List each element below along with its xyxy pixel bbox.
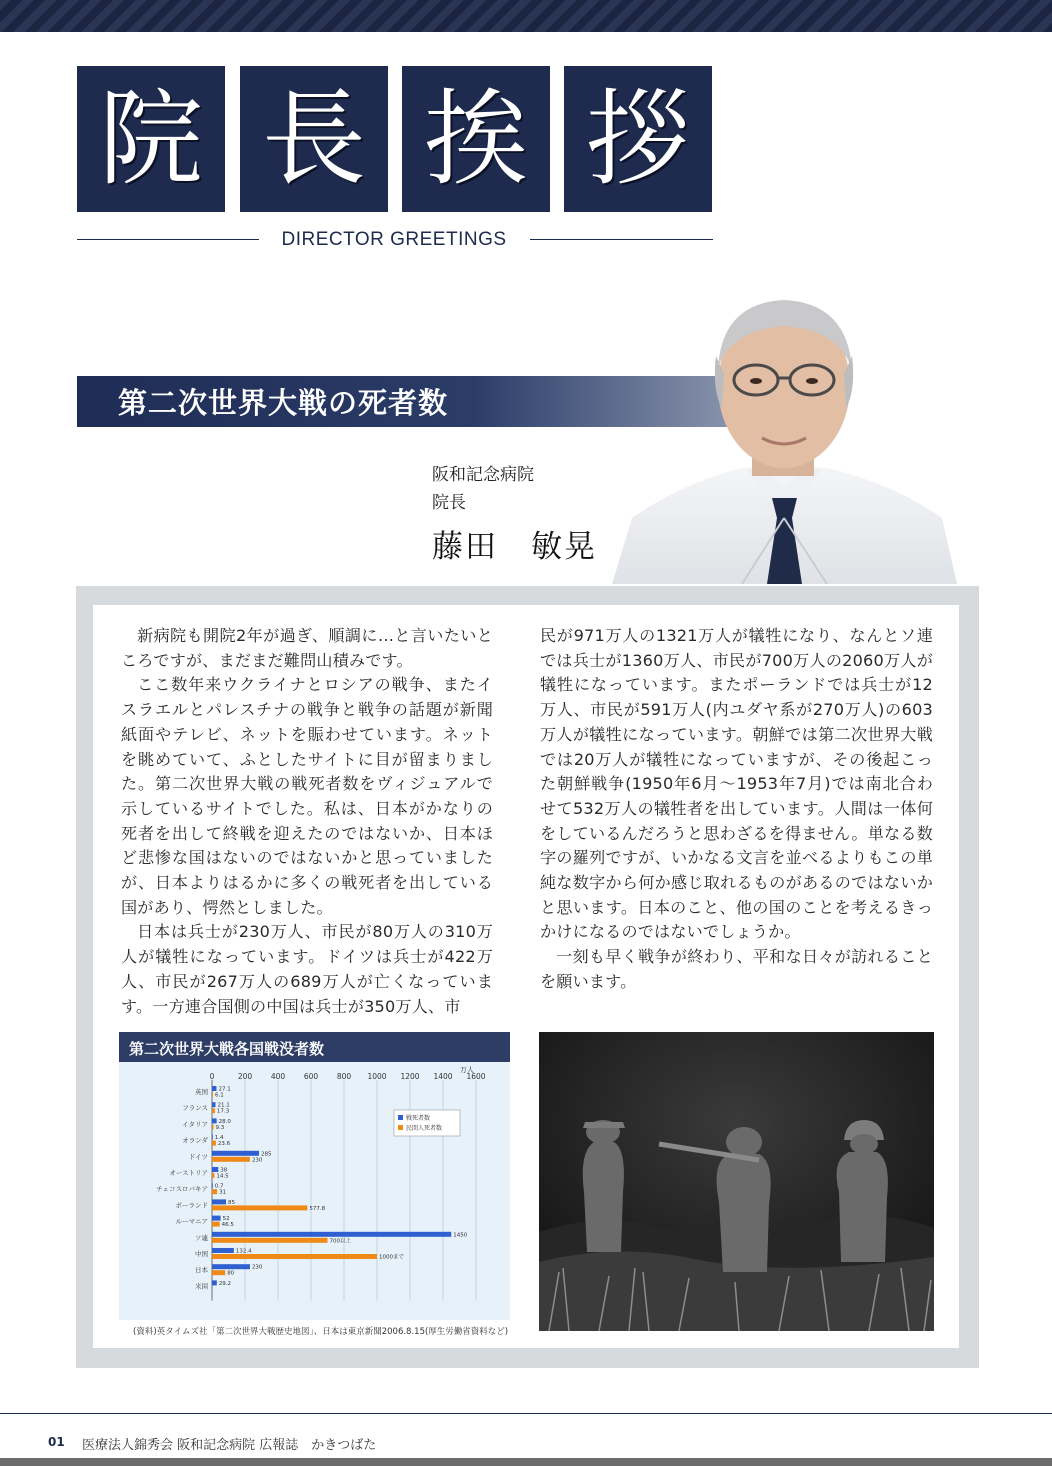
chart-unit: 万人 [460, 1066, 474, 1074]
chart-data-label: 27.1 [218, 1086, 231, 1093]
chart-bar [212, 1135, 213, 1140]
chart-bar [212, 1199, 226, 1204]
title-char-box [402, 66, 550, 212]
chart-category-label: ドイツ [188, 1152, 208, 1161]
chart-data-label: 1450 [453, 1232, 468, 1239]
chart-tick-label: 0 [209, 1072, 215, 1081]
title-char: 院 [98, 78, 203, 200]
article-paragraph: ここ数年来ウクライナとロシアの戦争、またイスラエルとパレスチナの戦争と戦争の話題が新聞紙面やテレビ、ネットを賑わせています。ネットを眺めていて、ふとしたサイトに目が留まりました。第二次世界大戦の戦死者数をヴィジュアルで示しているサイトでした。私は、日本がかなりの死者を出して終戦を迎えたのではないか、日本ほど悲惨な国はないのではないかと思っていましたが、日本よりはるかに多くの戦死者を出している国があり、愕然としました。 [121, 675, 493, 917]
chart-data-label: 1000まで [379, 1254, 404, 1261]
chart-bar [212, 1238, 328, 1243]
chart-bar [212, 1118, 217, 1123]
chart-data-label: 0.7 [214, 1183, 224, 1190]
chart-bar [212, 1092, 213, 1097]
chart-data-label: 17.3 [216, 1108, 230, 1115]
subtitle-rule-left [77, 239, 259, 240]
chart-title: 第二次世界大戦各国戦没者数 [129, 1040, 325, 1058]
chart-tick-label: 200 [237, 1072, 253, 1081]
title-char-box [240, 66, 388, 212]
article-paragraph: 新病院も開院2年が過ぎ、順調に…と言いたいところですが、まだまだ難問山積みです。 [121, 626, 493, 670]
chart-data-label: 9.3 [215, 1124, 225, 1131]
section-title: 第二次世界大戦の死者数 [118, 386, 449, 420]
chart-bar [212, 1141, 216, 1146]
chart-data-label: 80 [227, 1270, 235, 1277]
author-role: 院長 [432, 493, 466, 513]
chart-category-label: オランダ [182, 1136, 208, 1145]
chart-bar [212, 1264, 250, 1269]
chart-category-label: 英国 [195, 1088, 208, 1096]
chart-data-label: 14.5 [216, 1173, 229, 1180]
chart-category-label: イタリア [182, 1120, 208, 1129]
chart-data-label: 6.1 [215, 1092, 224, 1099]
chart-bar [212, 1280, 217, 1285]
chart-data-label: 38 [220, 1167, 228, 1174]
article-paragraph: 民が971万人の1321万人が犠牲になり、なんとソ連では兵士が1360万人、市民が700万人の2060万人が犠牲になっています。またポーランドでは兵士が12万人、市民が591万人(内ユダヤ系が270万人)の603万人が犠牲になっています。朝鮮では第二次世界大戦では20万人が犠牲になっていますが、その後起こった朝鮮戦争(1950年6月～1953年7月)では南北合わせて532万人の犠牲者を出しています。人間は一体何をしているんだろうと思わざるを得ません。単なる数字の羅列ですが、いかなる文言を並べるよりもこの単純な数字から何か感じ取れるものがあるのではないかと思います。日本のこと、他の国のことを考えるきっかけになるのではないでしょうか。 [540, 626, 933, 942]
author-name: 藤田 敏晃 [432, 529, 597, 565]
chart-category-label: ルーマニア [175, 1217, 208, 1226]
chart-tick-label: 600 [303, 1072, 319, 1081]
subtitle-rule-right [530, 239, 713, 240]
chart-bar [212, 1108, 215, 1113]
chart-category-label: チェコスロバキア [156, 1185, 208, 1194]
page-number: 01 [48, 1435, 65, 1449]
chart-category-label: ポーランド [175, 1201, 208, 1210]
chart-bar [212, 1183, 213, 1188]
article-column-left [121, 624, 493, 1019]
chart-data-label: 46.5 [221, 1222, 234, 1229]
chart-legend-label: 戦死者数 [406, 1115, 431, 1122]
chart-bar [212, 1216, 221, 1221]
chart-legend-swatch [398, 1115, 403, 1120]
chart-data-label: 28.0 [218, 1118, 231, 1125]
title-char: 長 [261, 78, 366, 200]
chart-category-label: ソ連 [195, 1233, 208, 1242]
article-paragraph: 一刻も早く戦争が終わり、平和な日々が訪れることを願います。 [540, 947, 933, 991]
chart-bar [212, 1232, 451, 1237]
chart-data-label: 230 [251, 1157, 263, 1164]
chart-data-label: 230 [251, 1264, 263, 1271]
chart-data-label: 23.6 [217, 1141, 231, 1148]
soldier-figures-photo [539, 1032, 934, 1331]
page-subtitle: DIRECTOR GREETINGS [281, 229, 507, 250]
chart-bar [212, 1254, 377, 1259]
top-pattern-band [0, 0, 1052, 32]
chart-data-label: 577.8 [309, 1205, 326, 1212]
chart-bar [212, 1205, 307, 1210]
war-deaths-chart [119, 1032, 510, 1320]
footer-rule [0, 1413, 1052, 1414]
chart-bar [212, 1086, 216, 1091]
chart-bar [212, 1157, 250, 1162]
title-char: 挨 [423, 78, 528, 200]
chart-tick-label: 1000 [367, 1072, 387, 1081]
chart-source-note: (資料)英タイムズ社「第二次世界大戦歴史地図」、日本は東京新聞2006.8.15(厚生労働省資料など) [133, 1327, 509, 1337]
chart-bar [212, 1124, 214, 1129]
chart-bar [212, 1167, 218, 1172]
title-char-box [77, 66, 225, 212]
chart-legend-label: 民間人死者数 [406, 1125, 443, 1132]
chart-bar [212, 1222, 220, 1227]
chart-data-label: 31 [219, 1189, 227, 1196]
author-org: 阪和記念病院 [432, 465, 534, 485]
bottom-bar [0, 1458, 1052, 1466]
chart-bar [212, 1189, 217, 1194]
chart-tick-label: 1600 [466, 1072, 486, 1081]
chart-data-label: 29.2 [218, 1280, 232, 1287]
chart-tick-label: 800 [336, 1072, 352, 1081]
chart-bar [212, 1151, 259, 1156]
chart-category-label: 中国 [195, 1250, 208, 1258]
chart-tick-label: 400 [270, 1072, 286, 1081]
chart-tick-label: 1200 [400, 1072, 420, 1081]
chart-bar [212, 1102, 215, 1107]
article-paragraph: 日本は兵士が230万人、市民が80万人の310万人が犠牲になっています。ドイツは兵士が422万人、市民が267万人の689万人が亡くなっています。一方連合国側の中国は兵士が350万人、市 [121, 922, 493, 1016]
title-char-box [564, 66, 712, 212]
title-char: 拶 [585, 78, 690, 200]
chart-legend-swatch [398, 1125, 403, 1130]
chart-bar [212, 1248, 234, 1253]
chart-tick-label: 1400 [433, 1072, 453, 1081]
article-column-right [540, 624, 933, 995]
chart-data-label: 1.4 [214, 1135, 224, 1142]
chart-bar [212, 1270, 225, 1275]
chart-data-label: 85 [228, 1199, 236, 1206]
chart-data-label: 700以上 [329, 1238, 351, 1245]
chart-data-label: 132.4 [235, 1248, 252, 1255]
chart-category-label: 日本 [195, 1266, 208, 1275]
chart-data-label: 21.1 [217, 1102, 230, 1109]
chart-plot [119, 1032, 510, 1320]
chart-bar [212, 1173, 214, 1178]
director-portrait [612, 278, 957, 584]
chart-category-label: フランス [182, 1104, 208, 1113]
chart-legend-box [394, 1110, 460, 1136]
footer-publication: 医療法人錦秀会 阪和記念病院 広報誌 かきつばた [82, 1438, 377, 1453]
chart-data-label: 52 [222, 1216, 230, 1223]
chart-category-label: 米国 [195, 1282, 208, 1291]
chart-category-label: オーストリア [169, 1169, 208, 1177]
chart-data-label: 285 [261, 1151, 272, 1158]
